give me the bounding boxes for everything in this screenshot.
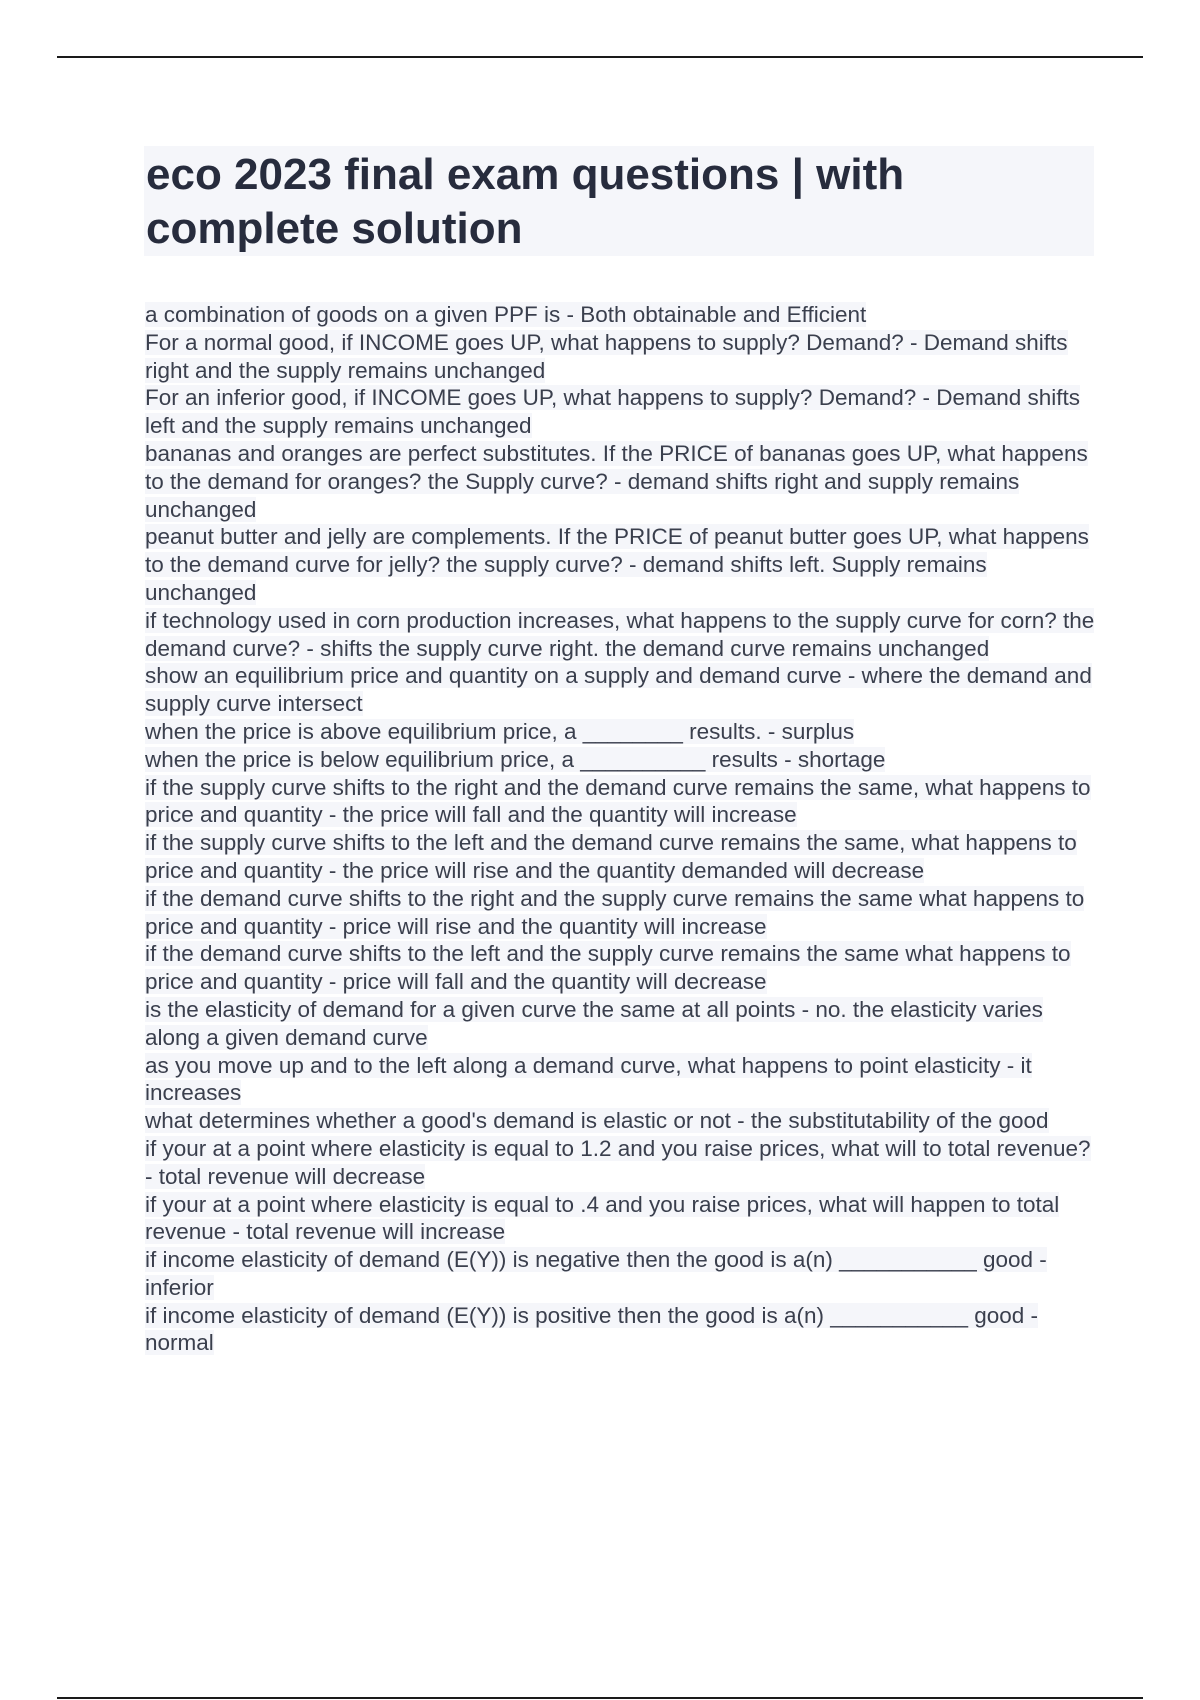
question-item xyxy=(145,607,1095,663)
question-item xyxy=(145,1191,1095,1247)
question-item xyxy=(145,885,1095,941)
question-item xyxy=(145,718,1095,746)
question-text: bananas and oranges are perfect substitutes. If the PRICE of bananas goes UP, what happens to the demand for oranges? the Supply curve? - demand shifts right and supply remains unchanged xyxy=(145,440,1088,522)
bottom-rule xyxy=(57,1697,1143,1699)
question-text: For an inferior good, if INCOME goes UP, what happens to supply? Demand? - Demand shifts left and the supply remains unchanged xyxy=(145,385,1081,439)
question-text: For a normal good, if INCOME goes UP, what happens to supply? Demand? - Demand shifts right and the supply remains unchanged xyxy=(145,329,1068,383)
question-text: peanut butter and jelly are complements. If the PRICE of peanut butter goes UP, what happens to the demand curve for jelly? the supply curve? - demand shifts left. Supply remains unchanged xyxy=(145,524,1089,605)
question-text: is the elasticity of demand for a given curve the same at all points - no. the elasticity varies along a given demand curve xyxy=(145,996,1043,1050)
question-item xyxy=(145,440,1095,523)
question-text: if income elasticity of demand (E(Y)) is positive then the good is a(n) ___________ good - normal xyxy=(145,1302,1039,1356)
question-text: if income elasticity of demand (E(Y)) is negative then the good is a(n) ___________ good - inferior xyxy=(145,1247,1047,1300)
question-text: a combination of goods on a given PPF is - Both obtainable and Efficient xyxy=(145,302,867,327)
question-item xyxy=(145,1135,1095,1191)
top-rule xyxy=(57,56,1143,58)
question-item xyxy=(145,829,1095,885)
question-text: as you move up and to the left along a demand curve, what happens to point elasticity - it increases xyxy=(145,1052,1032,1106)
question-text: if the supply curve shifts to the right and the demand curve remains the same, what happens to price and quantity - the price will fall and the quantity will increase xyxy=(145,774,1091,828)
question-text: if your at a point where elasticity is equal to .4 and you raise prices, what will happen to total revenue - total revenue will increase xyxy=(145,1191,1060,1245)
question-text: if the demand curve shifts to the right and the supply curve remains the same what happens to price and quantity - price will rise and the quantity will increase xyxy=(145,885,1085,939)
question-text: if technology used in corn production increases, what happens to the supply curve for corn? the demand curve? - shifts the supply curve right. the demand curve remains unchanged xyxy=(145,607,1095,661)
question-item xyxy=(145,996,1095,1052)
question-item xyxy=(145,384,1095,440)
question-item xyxy=(145,1302,1095,1358)
question-item xyxy=(145,940,1095,996)
question-text: what determines whether a good's demand is elastic or not - the substitutability of the good xyxy=(145,1108,1049,1134)
question-item xyxy=(145,1052,1095,1108)
question-item xyxy=(145,1107,1095,1135)
question-item xyxy=(145,301,1095,329)
title-block xyxy=(144,146,1094,256)
question-text: if the demand curve shifts to the left and the supply curve remains the same what happens to price and quantity - price will fall and the quantity will decrease xyxy=(145,941,1071,995)
question-text: show an equilibrium price and quantity on a supply and demand curve - where the demand and supply curve intersect xyxy=(145,663,1092,717)
question-item xyxy=(145,329,1095,385)
question-text: when the price is above equilibrium price, a ________ results. - surplus xyxy=(145,718,855,744)
question-item xyxy=(145,774,1095,830)
question-item xyxy=(145,523,1095,606)
question-list xyxy=(145,301,1095,1357)
question-text: if the supply curve shifts to the left and the demand curve remains the same, what happens to price and quantity - the price will rise and the quantity demanded will decrease xyxy=(145,830,1077,883)
question-text: when the price is below equilibrium price, a __________ results - shortage xyxy=(145,746,886,772)
page-title: eco 2023 final exam questions | with complete solution xyxy=(146,150,905,253)
question-item xyxy=(145,662,1095,718)
question-item xyxy=(145,746,1095,774)
question-text: if your at a point where elasticity is equal to 1.2 and you raise prices, what will to total revenue? - total revenue will decrease xyxy=(145,1135,1091,1189)
question-item xyxy=(145,1246,1095,1302)
